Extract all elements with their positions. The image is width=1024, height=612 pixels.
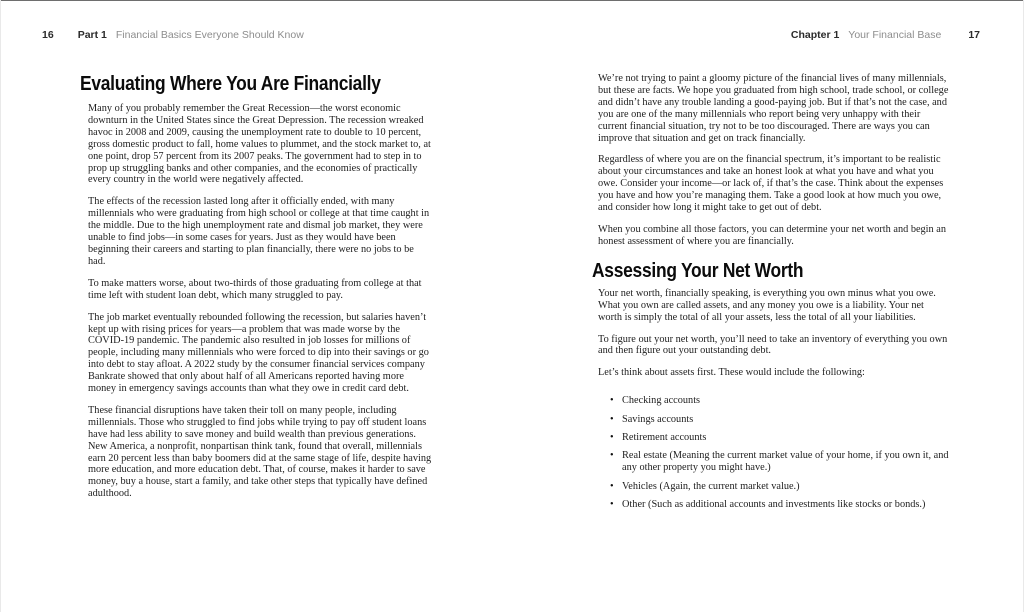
right-page-column	[592, 73, 950, 518]
left-page-column	[80, 73, 432, 510]
body-paragraph: These financial disruptions have taken their toll on many people, including millennials. Those who struggled to find jobs while trying to pay off student loans have had less ability to save money and build wealth than previous generations. New America, a nonprofit, nonpartisan think tank, found that overall, millennials earn 20 percent less than baby boomers did at the same stage of life, despite having more education, and more education debt. That, of course, makes it harder to save money, buy a house, start a family, and take other steps that typically have defined adulthood.	[88, 404, 432, 500]
right-section-heading: Assessing Your Net Worth	[592, 259, 804, 282]
list-item: • Other (Such as additional accounts and investments like stocks or bonds.)	[604, 499, 950, 511]
left-section-heading: Evaluating Where You Are Financially	[80, 73, 381, 95]
body-paragraph: Your net worth, financially speaking, is everything you own minus what you owe. What you own are called assets, and any money you owe is a liability. Your net worth is simply the total of all your assets, less the total of all your liabilities.	[598, 287, 936, 323]
chapter-label: Chapter 1	[790, 29, 840, 41]
list-item: • Vehicles (Again, the current market value.)	[604, 481, 950, 493]
body-paragraph: Many of you probably remember the Great Recession—the worst economic downturn in the United States since the Great Depression. The recession wreaked havoc in 2008 and 2009, causing the unemployment rate to double to 10 percent, gross domestic product to fall, home values to plummet, and the stock market to, at one point, drop 57 percent from its 2007 peaks. The government had to step in to prop up struggling banks and other companies, and the economies of practically every country in the world were negatively affected.	[88, 103, 431, 186]
body-paragraph: The effects of the recession lasted long after it officially ended, with many millennials who were graduating from high school or college at that time caught in the middle. Due to the high unemployment rate and dismal job market, they were unable to find jobs—in some cases for years. Just as they would have been beginning their careers and starting to plan financially, there were no jobs to be had.	[88, 196, 430, 267]
asset-list	[604, 395, 950, 511]
running-head	[42, 29, 980, 41]
list-item: • Checking accounts	[604, 395, 950, 407]
running-head-left	[42, 29, 304, 41]
body-paragraph: To figure out your net worth, you’ll need to take an inventory of everything you own and then figure out your outstanding debt.	[598, 333, 948, 357]
list-item: • Retirement accounts	[604, 432, 950, 444]
chapter-title: Your Financial Base	[848, 29, 942, 41]
list-item: • Savings accounts	[604, 414, 950, 426]
body-paragraph: Regardless of where you are on the financial spectrum, it’s important to be realistic about your circumstances and take an honest look at what you have and what you owe. Consider your income—or lack of, if that’s the case. Think about the expenses you have and how you’re managing them. Take a good look at how much you owe, and consider how long it might take to get out of debt.	[598, 154, 944, 214]
body-paragraph: Let’s think about assets first. These would include the following:	[598, 367, 865, 379]
body-paragraph: To make matters worse, about two-thirds of those graduating from college at that time left with student loan debt, which many struggled to pay.	[88, 277, 422, 301]
running-head-right	[791, 29, 980, 41]
part-label: Part 1	[77, 29, 107, 41]
part-title: Financial Basics Everyone Should Know	[115, 29, 304, 41]
body-paragraph: We’re not trying to paint a gloomy picture of the financial lives of many millennials, but these are facts. We hope you graduated from high school, trade school, or college and didn’t have any trouble landing a good-paying job. But if that’s not the case, and you are one of the many millennials who report being very unhappy with their current financial situation, try not to be too discouraged. There are ways you can improve that situation and get on track financially.	[598, 73, 949, 144]
list-item: • Real estate (Meaning the current market value of your home, if you own it, and any other property you might have.)	[604, 450, 950, 474]
window-top-edge	[0, 0, 1024, 1]
left-page-number: 16	[42, 29, 54, 41]
page-left-edge	[0, 0, 1, 612]
body-paragraph: When you combine all those factors, you can determine your net worth and begin an honest assessment of where you are financially.	[598, 223, 946, 247]
body-paragraph: The job market eventually rebounded following the recession, but salaries haven’t kept up with rising prices for years—a problem that was made worse by the COVID-19 pandemic. The pandemic also resulted in job losses for millions of people, including many millennials who were forced to dip into their savings or go into debt to stay afloat. A 2022 study by the consumer financial services company Bankrate showed that only about half of all Americans reported having more money in emergency savings accounts than what they owe in credit card debt.	[88, 311, 429, 395]
right-page-number: 17	[968, 29, 980, 41]
